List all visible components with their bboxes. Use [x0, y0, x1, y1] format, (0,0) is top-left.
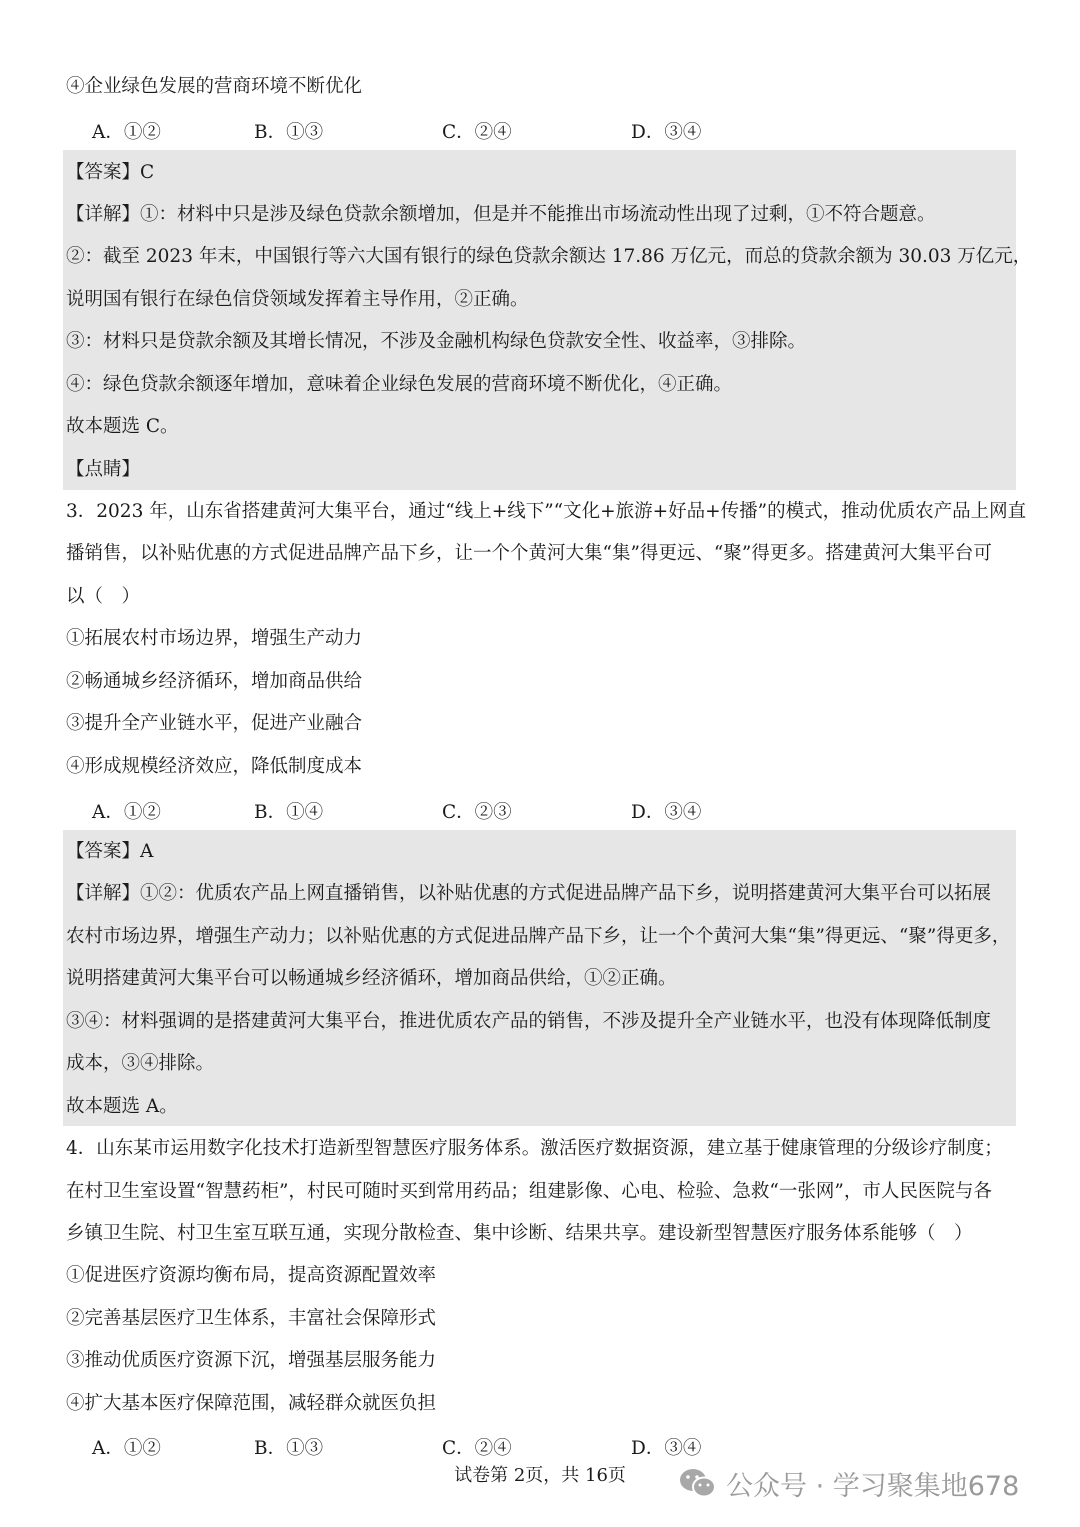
option-c: C．②④ [442, 122, 512, 143]
q2-detail-line: ④：绿色贷款余额逐年增加，意味着企业绿色发展的营商环境不断优化，④正确。 [66, 374, 733, 395]
q4-choice: ①促进医疗资源均衡布局，提高资源配置效率 [66, 1265, 437, 1286]
q3-stem-line: 3．2023 年，山东省搭建黄河大集平台，通过“线上+线下”“文化+旅游+好品+传播”的模式，推动优质农产品上网直 [66, 501, 1027, 522]
q3-stem-line: 以（ ） [66, 586, 141, 607]
option-a: A．①② [92, 1438, 161, 1459]
q4-stem-line: 4．山东某市运用数字化技术打造新型智慧医疗服务体系。激活医疗数据资源，建立基于健康管理的分级诊疗制度； [66, 1138, 1003, 1159]
q2-choice-4: ④企业绿色发展的营商环境不断优化 [66, 76, 363, 97]
q3-detail-line: 农村市场边界，增强生产动力；以补贴优惠的方式促进品牌产品下乡，让一个个黄河大集“集”得更远、“聚”得更多， [66, 926, 1011, 947]
q4-stem-line: 在村卫生室设置“智慧药柜”，村民可随时买到常用药品；组建影像、心电、检验、急救“一张网”，市人民医院与各 [66, 1181, 992, 1202]
option-c: C．②④ [442, 1438, 512, 1459]
option-d: D．③④ [631, 802, 702, 823]
q3-stem-line: 播销售，以补贴优惠的方式促进品牌产品下乡，让一个个黄河大集“集”得更远、“聚”得更多。搭建黄河大集平台可 [66, 543, 992, 564]
q3-choice: ②畅通城乡经济循环，增加商品供给 [66, 671, 363, 692]
q2-answer: 【答案】C [66, 162, 155, 183]
q4-stem-line: 乡镇卫生院、村卫生室互联互通，实现分散检查、集中诊断、结果共享。建设新型智慧医疗服务体系能够（ ） [66, 1223, 973, 1244]
q2-options [92, 118, 892, 142]
option-d: D．③④ [631, 1438, 702, 1459]
q4-options [92, 1434, 892, 1458]
q4-choice: ④扩大基本医疗保障范围，减轻群众就医负担 [66, 1393, 437, 1414]
watermark [678, 1463, 1019, 1503]
q3-choice: ④形成规模经济效应，降低制度成本 [66, 756, 363, 777]
q3-options [92, 798, 892, 822]
answer-block-q2 [63, 150, 1032, 490]
q3-detail-line: 成本，③④排除。 [66, 1053, 215, 1074]
watermark-text: 公众号 · 学习聚集地678 [726, 1470, 1020, 1502]
option-a: A．①② [92, 122, 161, 143]
option-b: B．①③ [254, 122, 324, 143]
q2-detail-line: ③：材料只是贷款余额及其增长情况，不涉及金融机构绿色贷款安全性、收益率，③排除。 [66, 331, 807, 352]
q3-detail-line: ③④：材料强调的是搭建黄河大集平台，推进优质农产品的销售，不涉及提升全产业链水平，也没有体现降低制度 [66, 1011, 992, 1032]
q3-detail-line: 【详解】①②：优质农产品上网直播销售，以补贴优惠的方式促进品牌产品下乡，说明搭建黄河大集平台可以拓展 [66, 883, 992, 904]
option-c: C．②③ [442, 802, 512, 823]
q3-detail-line: 说明搭建黄河大集平台可以畅通城乡经济循环，增加商品供给，①②正确。 [66, 968, 677, 989]
q4-choice: ②完善基层医疗卫生体系，丰富社会保障形式 [66, 1308, 437, 1329]
wechat-icon [678, 1466, 718, 1500]
page-footer: 试卷第 2页，共 16页 [454, 1465, 626, 1486]
q2-conclusion: 故本题选 C。 [66, 416, 179, 437]
q3-answer: 【答案】A [66, 841, 154, 862]
option-a: A．①② [92, 802, 161, 823]
option-b: B．①③ [254, 1438, 324, 1459]
q3-choice: ③提升全产业链水平，促进产业融合 [66, 713, 363, 734]
q2-detail-line: 说明国有银行在绿色信贷领域发挥着主导作用，②正确。 [66, 289, 529, 310]
option-d: D．③④ [631, 122, 702, 143]
option-b: B．①④ [254, 802, 324, 823]
q2-detail-line: 【详解】①：材料中只是涉及绿色贷款余额增加，但是并不能推出市场流动性出现了过剩，①不符合题意。 [66, 204, 936, 225]
q3-choice: ①拓展农村市场边界，增强生产动力 [66, 628, 363, 649]
q2-tip-heading: 【点睛】 [66, 459, 141, 480]
q2-detail-line: ②：截至 2023 年末，中国银行等六大国有银行的绿色贷款余额达 17.86 万亿元，而总的贷款余额为 30.03 万亿元， [66, 246, 1032, 267]
q3-conclusion: 故本题选 A。 [66, 1096, 178, 1117]
q4-choice: ③推动优质医疗资源下沉，增强基层服务能力 [66, 1350, 437, 1371]
